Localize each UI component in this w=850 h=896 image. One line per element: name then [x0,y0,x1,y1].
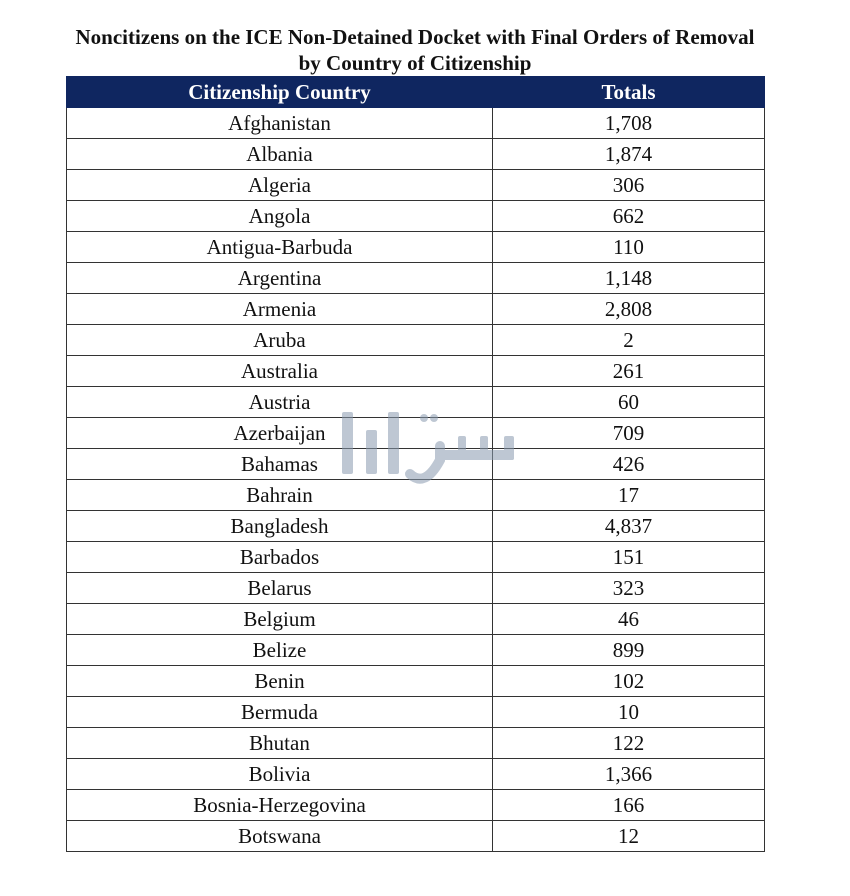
table-row [67,108,765,139]
table-row [67,728,765,759]
country-cell: Belgium [67,604,493,635]
table-row [67,325,765,356]
country-cell: Bosnia-Herzegovina [67,790,493,821]
country-cell: Australia [67,356,493,387]
table-row [67,139,765,170]
citizenship-table [66,76,765,852]
table-row [67,604,765,635]
country-cell: Austria [67,387,493,418]
table-row [67,759,765,790]
total-cell: 261 [493,356,765,387]
total-cell: 151 [493,542,765,573]
total-cell: 1,148 [493,263,765,294]
total-cell: 306 [493,170,765,201]
document-title [0,24,830,76]
total-cell: 1,708 [493,108,765,139]
total-cell: 426 [493,449,765,480]
table-row [67,356,765,387]
table-row [67,635,765,666]
table-row [67,480,765,511]
total-cell: 60 [493,387,765,418]
table-row [67,542,765,573]
country-cell: Belarus [67,573,493,604]
table-row [67,666,765,697]
table-row [67,201,765,232]
country-cell: Botswana [67,821,493,852]
total-cell: 12 [493,821,765,852]
country-cell: Barbados [67,542,493,573]
country-cell: Bhutan [67,728,493,759]
country-cell: Algeria [67,170,493,201]
total-cell: 1,874 [493,139,765,170]
total-cell: 2,808 [493,294,765,325]
total-cell: 1,366 [493,759,765,790]
country-cell: Bermuda [67,697,493,728]
table-row [67,232,765,263]
country-cell: Bahamas [67,449,493,480]
total-cell: 102 [493,666,765,697]
country-cell: Afghanistan [67,108,493,139]
total-cell: 166 [493,790,765,821]
table-row [67,170,765,201]
total-cell: 46 [493,604,765,635]
title-line-2: by Country of Citizenship [298,51,532,75]
country-cell: Azerbaijan [67,418,493,449]
table-row [67,294,765,325]
total-cell: 2 [493,325,765,356]
country-cell: Benin [67,666,493,697]
country-cell: Antigua-Barbuda [67,232,493,263]
column-header-country: Citizenship Country [67,77,493,108]
table-row [67,697,765,728]
country-cell: Bangladesh [67,511,493,542]
table-row [67,263,765,294]
title-line-1: Noncitizens on the ICE Non-Detained Docket with Final Orders of Removal [75,25,755,49]
table-row [67,573,765,604]
table-row [67,387,765,418]
country-cell: Bolivia [67,759,493,790]
country-cell: Argentina [67,263,493,294]
total-cell: 662 [493,201,765,232]
column-header-totals: Totals [493,77,765,108]
country-cell: Albania [67,139,493,170]
table-row [67,418,765,449]
country-cell: Belize [67,635,493,666]
country-cell: Aruba [67,325,493,356]
table-row [67,790,765,821]
table-body [67,108,765,852]
table-row [67,511,765,542]
total-cell: 323 [493,573,765,604]
total-cell: 899 [493,635,765,666]
total-cell: 122 [493,728,765,759]
total-cell: 10 [493,697,765,728]
table-header-row [67,77,765,108]
total-cell: 709 [493,418,765,449]
country-cell: Armenia [67,294,493,325]
country-cell: Angola [67,201,493,232]
total-cell: 4,837 [493,511,765,542]
table-row [67,449,765,480]
total-cell: 17 [493,480,765,511]
country-cell: Bahrain [67,480,493,511]
total-cell: 110 [493,232,765,263]
table-row [67,821,765,852]
